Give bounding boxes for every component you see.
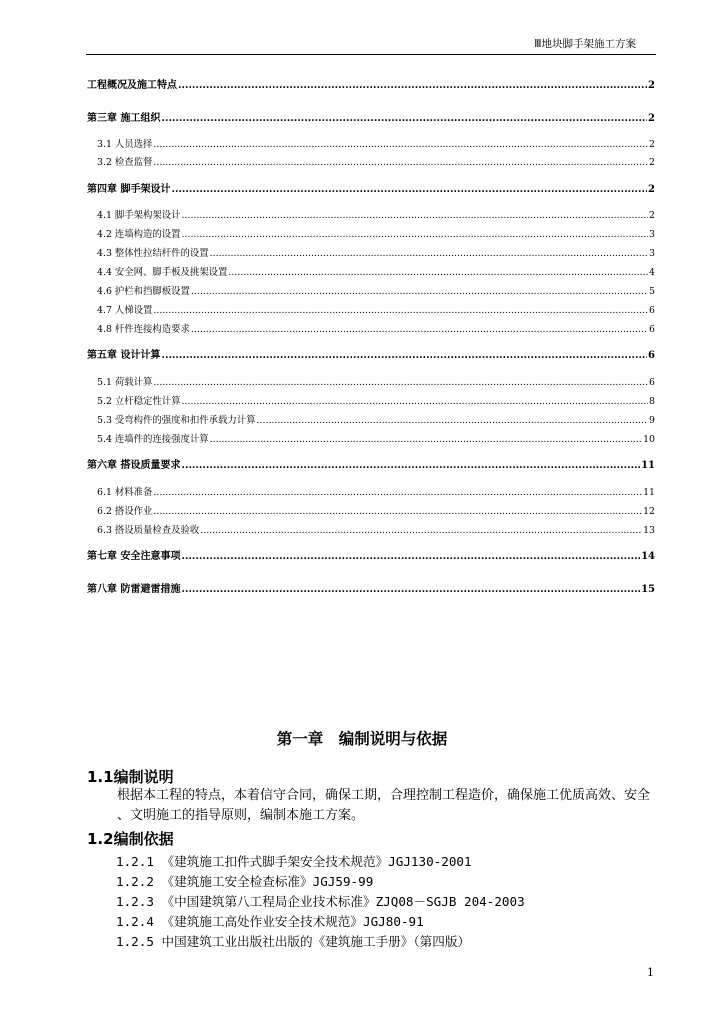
toc-label: 3.2 检查监督 xyxy=(97,157,153,168)
toc-entry[interactable] xyxy=(97,157,655,169)
toc-entry[interactable] xyxy=(87,584,655,596)
toc-label: 3.1 人员选择 xyxy=(97,139,153,150)
reference-item: 1.2.2 《建筑施工安全检查标准》JGJ59-99 xyxy=(116,874,374,889)
toc-page: 15 xyxy=(641,584,655,595)
toc-page: 9 xyxy=(649,415,655,426)
header-rule xyxy=(86,54,656,55)
toc-leader xyxy=(161,350,647,362)
toc-page: 2 xyxy=(649,139,655,150)
toc-label: 第七章 安全注意事项 xyxy=(87,551,181,562)
section-body-text: 根据本工程的特点，本着信守合同，确保工期，合理控制工程造价，确保施工优质高效、安全 、文明施工的指导原则，编制本施工方案。 xyxy=(117,788,651,823)
toc-label: 4.3 整体性拉结杆件的设置 xyxy=(97,248,209,259)
toc-page: 14 xyxy=(641,551,655,562)
toc-leader xyxy=(181,460,640,472)
page-number: 1 xyxy=(647,966,654,979)
toc-entry[interactable] xyxy=(87,184,655,196)
toc-page: 2 xyxy=(649,210,655,221)
toc-label: 工程概况及施工特点 xyxy=(87,80,177,91)
toc-entry[interactable] xyxy=(87,113,655,125)
toc-leader xyxy=(153,157,648,169)
toc-page: 5 xyxy=(649,286,655,297)
toc-label: 4.1 脚手架构架设计 xyxy=(97,210,181,221)
toc-leader xyxy=(228,267,648,279)
toc-page: 6 xyxy=(649,377,655,388)
toc-page: 11 xyxy=(641,460,655,471)
toc-page: 8 xyxy=(649,396,655,407)
toc-leader xyxy=(178,80,647,92)
toc-label: 5.3 受弯构件的强度和扣件承载力计算 xyxy=(97,415,256,426)
toc-page: 2 xyxy=(648,113,655,124)
toc-entry[interactable] xyxy=(97,377,655,389)
reference-item: 1.2.3 《中国建筑第八工程局企业技术标准》ZJQ08－SGJB 204-2003 xyxy=(116,894,525,909)
toc-page: 12 xyxy=(643,506,655,517)
toc-page: 4 xyxy=(649,267,655,278)
toc-label: 5.1 荷载计算 xyxy=(97,377,153,388)
toc-leader xyxy=(153,305,648,317)
toc-page: 3 xyxy=(649,248,655,259)
toc-leader xyxy=(191,286,648,298)
reference-item: 1.2.4 《建筑施工高处作业安全技术规范》JGJ80-91 xyxy=(116,914,424,929)
section-heading-1-1: 1.1编制说明 xyxy=(87,768,174,786)
toc-leader xyxy=(200,525,642,537)
reference-item: 1.2.1 《建筑施工扣件式脚手架安全技术规范》JGJ130-2001 xyxy=(116,854,472,869)
toc-leader xyxy=(161,113,647,125)
toc-label: 5.2 立杆稳定性计算 xyxy=(97,396,181,407)
header-title: Ⅲ地块脚手架施工方案 xyxy=(534,38,636,50)
toc-leader xyxy=(153,139,648,151)
toc-label: 第六章 搭设质量要求 xyxy=(87,460,181,471)
toc-entry[interactable] xyxy=(87,460,655,472)
toc-label: 4.2 连墙构造的设置 xyxy=(97,229,181,240)
toc-page: 2 xyxy=(648,80,655,91)
toc-page: 2 xyxy=(649,157,655,168)
toc-entry[interactable] xyxy=(97,229,655,241)
toc-leader xyxy=(153,377,648,389)
toc-page: 6 xyxy=(648,350,655,361)
toc-page: 13 xyxy=(643,525,655,536)
toc-entry[interactable] xyxy=(97,286,655,298)
toc-page: 3 xyxy=(649,229,655,240)
toc-page: 11 xyxy=(643,487,655,498)
toc-label: 4.8 杆件连接构造要求 xyxy=(97,324,190,335)
toc-page: 10 xyxy=(643,434,655,445)
toc-leader xyxy=(182,396,649,408)
toc-entry[interactable] xyxy=(97,396,655,408)
toc-label: 第五章 设计计算 xyxy=(87,350,161,361)
toc-entry[interactable] xyxy=(97,324,655,336)
toc-label: 4.7 人梯设置 xyxy=(97,305,153,316)
toc-entry[interactable] xyxy=(87,350,655,362)
reference-item: 1.2.5 中国建筑工业出版社出版的《建筑施工手册》（第四版） xyxy=(116,934,471,949)
toc-page: 6 xyxy=(649,324,655,335)
toc-leader xyxy=(182,229,649,241)
toc-entry[interactable] xyxy=(97,139,655,151)
toc-label: 6.1 材料准备 xyxy=(97,487,153,498)
toc-leader xyxy=(210,434,642,446)
toc-entry[interactable] xyxy=(97,525,655,537)
chapter-title: 第一章 编制说明与依据 xyxy=(276,730,448,748)
toc-entry[interactable] xyxy=(97,248,655,260)
toc-entry[interactable] xyxy=(87,80,655,92)
toc-leader xyxy=(210,248,648,260)
section-body-1-1 xyxy=(87,786,657,826)
toc-leader xyxy=(153,506,642,518)
toc-entry[interactable] xyxy=(97,434,655,446)
toc-leader xyxy=(171,184,647,196)
toc-page: 2 xyxy=(648,184,655,195)
toc-label: 第四章 脚手架设计 xyxy=(87,184,171,195)
toc-leader xyxy=(153,487,642,499)
section-heading-1-2: 1.2编制依据 xyxy=(87,830,174,848)
toc-entry[interactable] xyxy=(97,487,655,499)
toc-label: 第三章 施工组织 xyxy=(87,113,161,124)
toc-label: 4.6 护栏和挡脚板设置 xyxy=(97,286,190,297)
toc-leader xyxy=(191,324,648,336)
toc-label: 5.4 连墙件的连接强度计算 xyxy=(97,434,209,445)
toc-label: 第八章 防雷避雷措施 xyxy=(87,584,181,595)
toc-entry[interactable] xyxy=(87,551,655,563)
toc-label: 6.3 搭设质量检查及验收 xyxy=(97,525,200,536)
toc-entry[interactable] xyxy=(97,305,655,317)
toc-label: 4.4 安全网、脚手板及挑架设置 xyxy=(97,267,228,278)
toc-entry[interactable] xyxy=(97,267,655,279)
toc-page: 6 xyxy=(649,305,655,316)
toc-entry[interactable] xyxy=(97,506,655,518)
toc-leader xyxy=(181,551,640,563)
toc-entry[interactable] xyxy=(97,415,655,427)
toc-label: 6.2 搭设作业 xyxy=(97,506,153,517)
toc-entry[interactable] xyxy=(97,210,655,222)
toc-leader xyxy=(182,210,649,222)
toc-leader xyxy=(181,584,640,596)
toc-leader xyxy=(257,415,649,427)
